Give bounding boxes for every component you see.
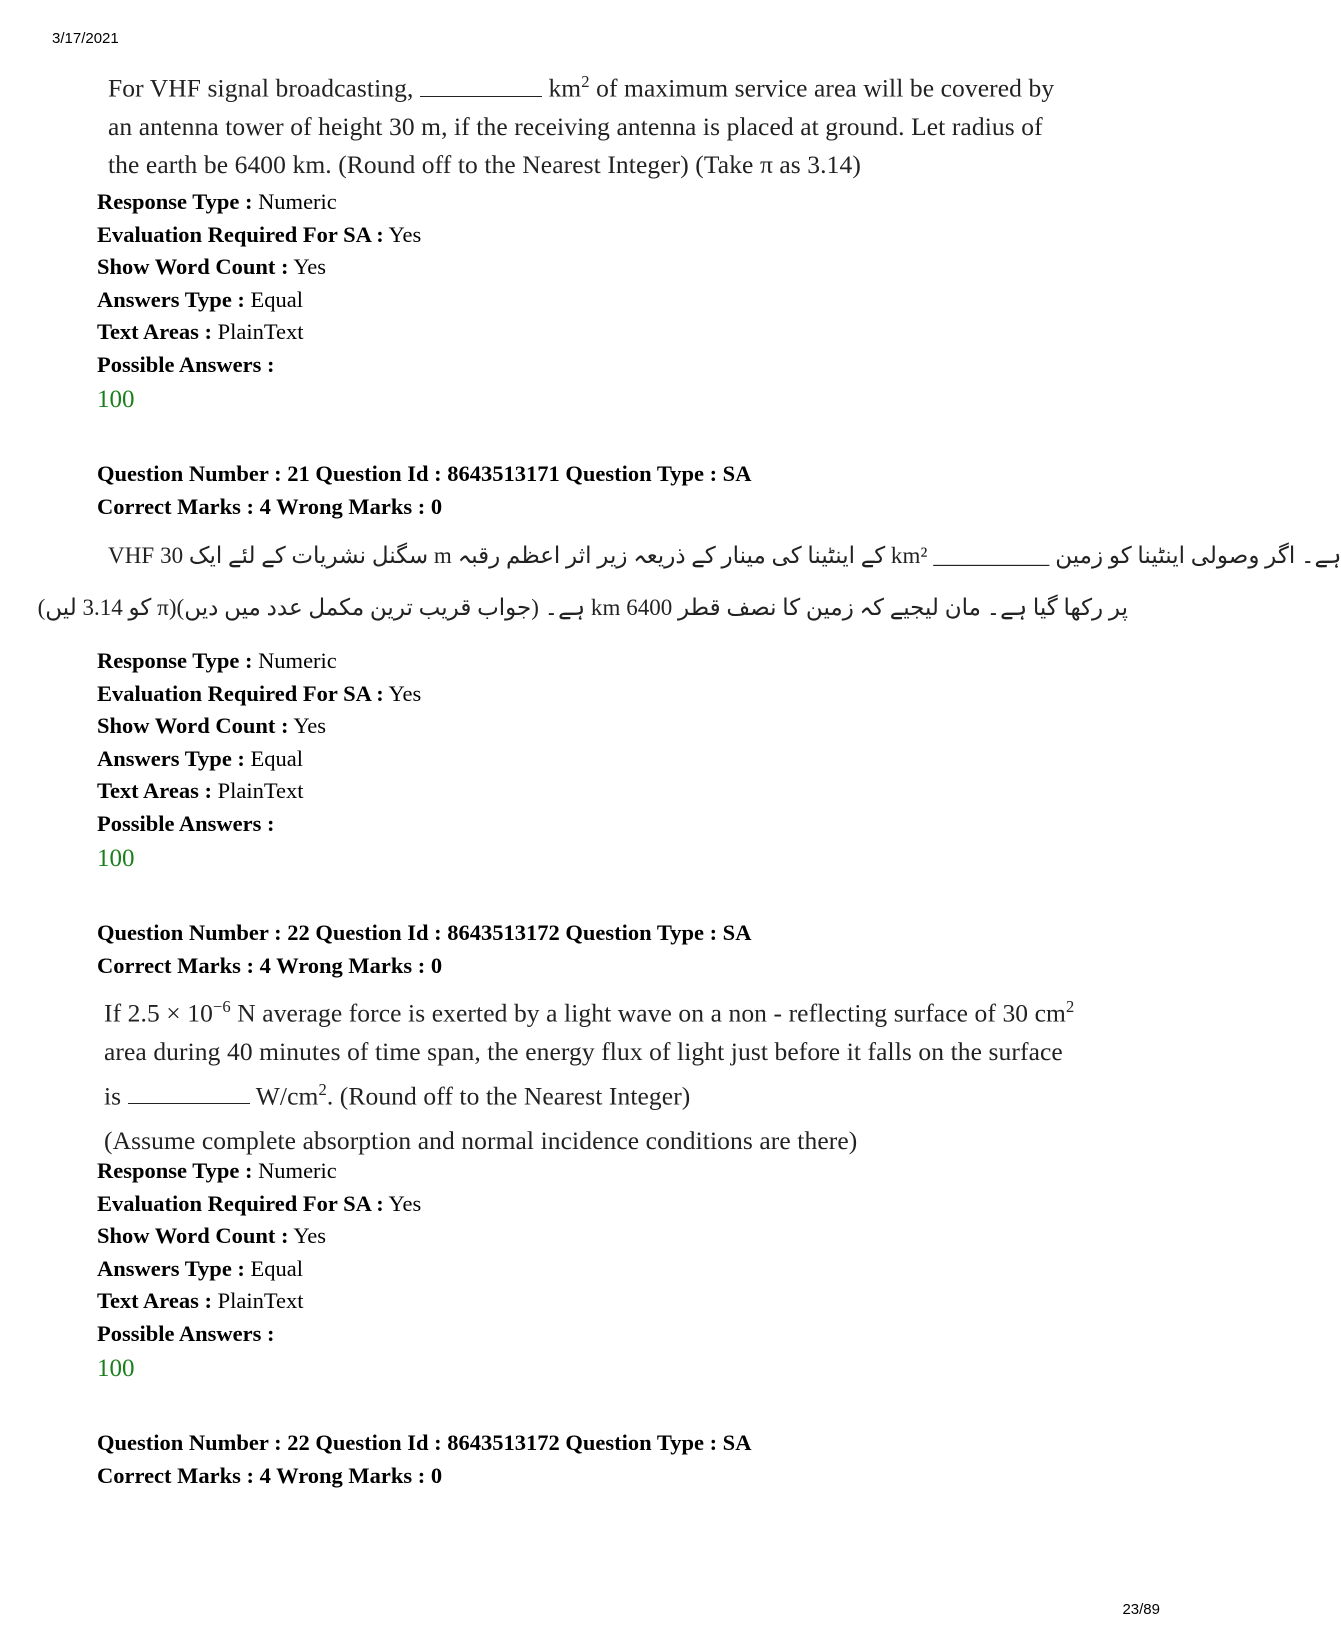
- answer-blank: [420, 78, 542, 97]
- evaluation-required: Evaluation Required For SA : Yes: [97, 680, 422, 706]
- response-type: Response Type : Numeric: [97, 1158, 337, 1183]
- question-22-line-2: area during 40 minutes of time span, the energy flux of light just before it falls on the surface: [104, 1036, 1063, 1066]
- text-areas: Text Areas : PlainText: [97, 778, 304, 804]
- question-21-text: [37, 530, 1341, 634]
- text-areas: Text Areas : PlainText: [97, 1288, 304, 1314]
- answers-type: Answers Type : Equal: [97, 1255, 304, 1281]
- question-22-marks-line: Correct Marks : 4 Wrong Marks : 0: [97, 952, 443, 978]
- answers-type: Answers Type : Equal: [97, 286, 304, 312]
- question-22-repeat-header: [97, 1427, 751, 1492]
- print-date: 3/17/2021: [52, 30, 119, 47]
- evaluation-required: Evaluation Required For SA : Yes: [97, 1190, 422, 1216]
- question-22-line-3: is $W/cm^2$. (Round off to the Nearest Integer): [104, 1079, 691, 1110]
- response-type: Response Type : Numeric: [97, 189, 337, 214]
- question-22-meta: [97, 1155, 421, 1387]
- possible-answers-label: Possible Answers :: [97, 1320, 275, 1346]
- possible-answer-value: 100: [97, 1354, 135, 1382]
- response-type: Response Type : Numeric: [97, 648, 337, 673]
- question-20-meta: [97, 186, 421, 418]
- evaluation-required: Evaluation Required For SA : Yes: [97, 221, 422, 247]
- possible-answers-label: Possible Answers :: [97, 351, 275, 377]
- question-22-id-line: Question Number : 22 Question Id : 8643513172 Question Type : SA: [97, 920, 752, 945]
- answer-blank: [128, 1085, 250, 1104]
- question-21-id-line: Question Number : 21 Question Id : 8643513171 Question Type : SA: [97, 461, 752, 486]
- possible-answer-value: 100: [97, 844, 135, 872]
- question-20-line-2: an antenna tower of height 30 m, if the receiving antenna is placed at ground. Let radius of: [108, 111, 1043, 141]
- question-22-header: [97, 917, 751, 982]
- question-21-meta: [97, 645, 421, 877]
- answers-type: Answers Type : Equal: [97, 745, 304, 771]
- question-22-repeat-marks-line: Correct Marks : 4 Wrong Marks : 0: [97, 1462, 443, 1488]
- question-22-repeat-id-line: Question Number : 22 Question Id : 8643513172 Question Type : SA: [97, 1430, 752, 1455]
- text-areas: Text Areas : PlainText: [97, 319, 304, 345]
- question-21-urdu-line-1: VHF سگنل نشریات کے لئے ایک 30 m کے اینٹینا کی مینار کے ذریعہ زیر اثر اعظم رقبہ km² __________ ہے۔ اگر وصولی اینٹینا کو زمین: [108, 543, 1341, 568]
- show-word-count: Show Word Count : Yes: [97, 1223, 327, 1249]
- show-word-count: Show Word Count : Yes: [97, 713, 327, 739]
- show-word-count: Show Word Count : Yes: [97, 254, 327, 280]
- question-22-line-4: (Assume complete absorption and normal incidence conditions are there): [104, 1126, 858, 1155]
- question-20-text: [108, 63, 1193, 184]
- page-number: 23/89: [1122, 1601, 1160, 1618]
- possible-answer-value: 100: [97, 385, 135, 413]
- question-21-header: [97, 458, 751, 523]
- question-22-line-1: If $2.5 \times 10^{-6}$ N average force is exerted by a light wave on a non - reflecting surface of 30 $cm^2$: [104, 997, 1075, 1028]
- question-20-line-1: For VHF signal broadcasting, $km^2$ of maximum service area will be covered by: [108, 72, 1055, 103]
- question-21-urdu-line-2: پر رکھا گیا ہے۔ مان لیجیے کہ زمین کا نصف قطر 6400 km ہے۔ (جواب قریب ترین مکمل عدد میں دیں)(π کو 3.14 لیں): [37, 595, 1128, 620]
- question-22-text: [104, 988, 1189, 1160]
- question-20-line-3: the earth be 6400 km. (Round off to the Nearest Integer) (Take π as 3.14): [108, 149, 861, 179]
- possible-answers-label: Possible Answers :: [97, 810, 275, 836]
- question-21-marks-line: Correct Marks : 4 Wrong Marks : 0: [97, 493, 443, 519]
